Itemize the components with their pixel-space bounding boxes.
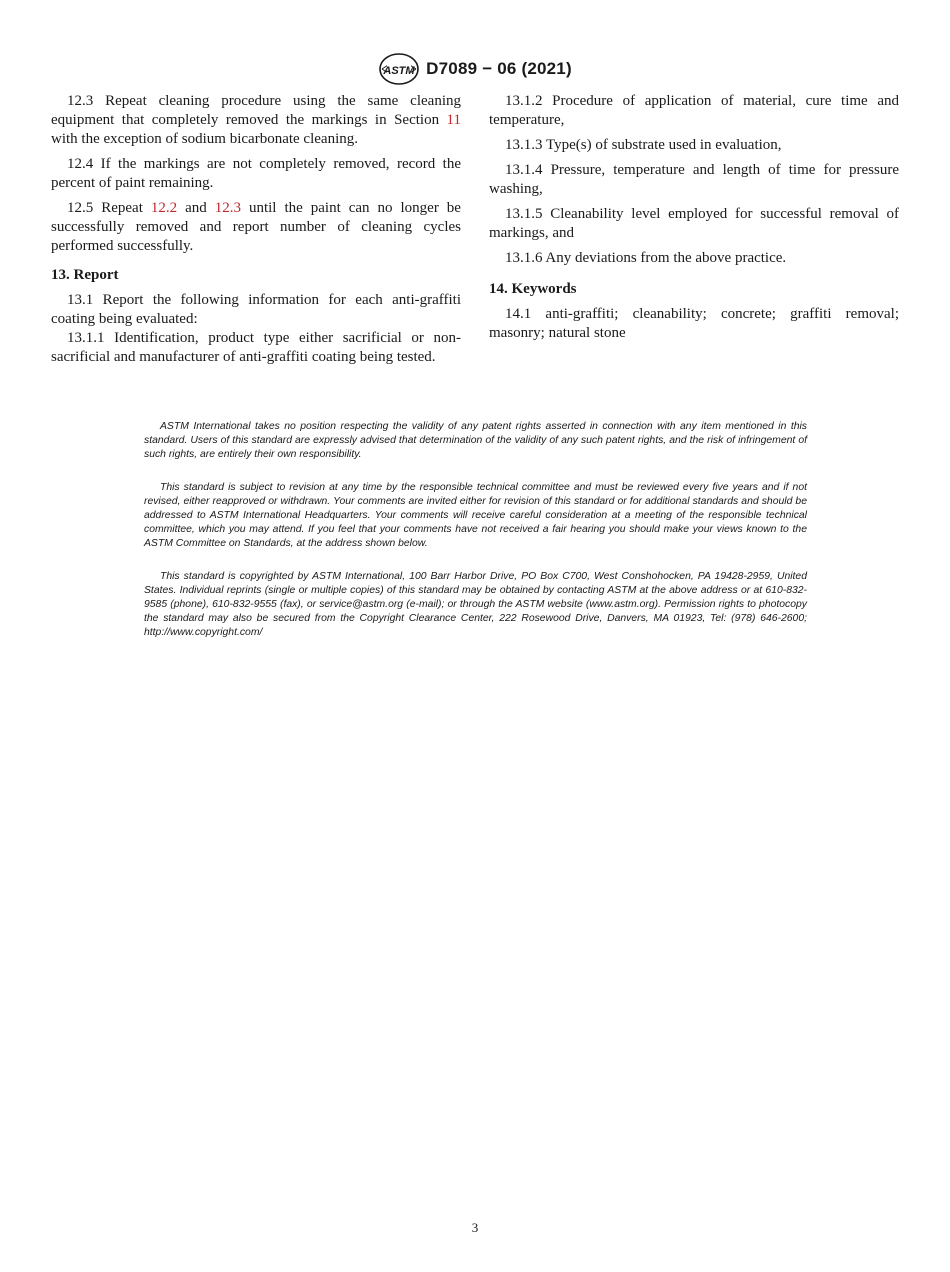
patent-notice: ASTM International takes no position respecting the validity of any patent rights asserted in connection with any item mentioned in this standard. Users of this standard are expressly advised that determination of the validity of any such patent rights, and the risk of infringement of such rights, are entirely their own responsibility.	[144, 421, 807, 461]
revision-notice: This standard is subject to revision at any time by the responsible technical committee and must be reviewed every five years and if not revised, either reapproved or withdrawn. Your comments are invited either for revision of this standard or for additional standards and should be addressed to ASTM International Headquarters. Your comments will receive careful consideration at a meeting of the responsible technical committee, which you may attend. If you feel that your comments have not received a fair hearing you should make your views known to the ASTM Committee on Standards, at the address shown below.	[144, 482, 807, 550]
section-heading-13: 13. Report	[51, 267, 119, 283]
paragraph-13-1-5: 13.1.5 Cleanability level employed for successful removal of markings, and	[489, 206, 899, 241]
paragraph-12-5: 12.5 Repeat 12.2 and 12.3 until the paint can no longer be successfully removed and report number of cleaning cycles performed successfully.	[51, 200, 461, 254]
page-number: 3	[471, 1220, 479, 1235]
paragraph-13-1: 13.1 Report the following information for each anti-graffiti coating being evaluated:	[51, 292, 461, 327]
page-header	[0, 52, 950, 86]
svg-text:ASTM: ASTM	[383, 65, 415, 77]
paragraph-12-4: 12.4 If the markings are not completely removed, record the percent of paint remaining.	[51, 156, 461, 191]
paragraph-13-1-3: 13.1.3 Type(s) of substrate used in evaluation,	[505, 137, 782, 153]
section-heading-14: 14. Keywords	[489, 281, 577, 297]
astm-logo-icon	[378, 52, 420, 86]
section-link-12-2[interactable]: 12.2	[150, 200, 178, 216]
paragraph-13-1-6: 13.1.6 Any deviations from the above practice.	[505, 250, 787, 266]
copyright-notice: This standard is copyrighted by ASTM International, 100 Barr Harbor Drive, PO Box C700, West Conshohocken, PA 19428-2959, United States. Individual reprints (single or multiple copies) of this standard may be obtained by contacting ASTM at the above address or at 610-832-9585 (phone), 610-832-9555 (fax), or service@astm.org (e-mail); or through the ASTM website (www.astm.org). Permission rights to photocopy the standard may also be secured from the Copyright Clearance Center, 222 Rosewood Drive, Danvers, MA 01923, Tel: (978) 646-2600; http://www.copyright.com/	[144, 571, 807, 639]
document-designation: D7089 − 06 (2021)	[426, 59, 572, 78]
paragraph-14-1: 14.1 anti-graffiti; cleanability; concrete; graffiti removal; masonry; natural stone	[489, 306, 899, 341]
paragraph-13-1-2: 13.1.2 Procedure of application of material, cure time and temperature,	[489, 93, 899, 128]
section-link-12-3[interactable]: 12.3	[214, 200, 241, 216]
left-column	[51, 92, 461, 373]
paragraph-13-1-4: 13.1.4 Pressure, temperature and length of time for pressure washing,	[489, 162, 899, 197]
right-column	[489, 92, 899, 349]
section-link-11[interactable]: 11	[446, 112, 461, 128]
paragraph-12-3: 12.3 Repeat cleaning procedure using the same cleaning equipment that completely removed the markings in Section 11 with the exception of sodium bicarbonate cleaning.	[51, 93, 461, 147]
paragraph-13-1-1: 13.1.1 Identification, product type either sacrificial or non-sacrificial and manufacturer of anti-graffiti coating being tested.	[51, 330, 461, 365]
